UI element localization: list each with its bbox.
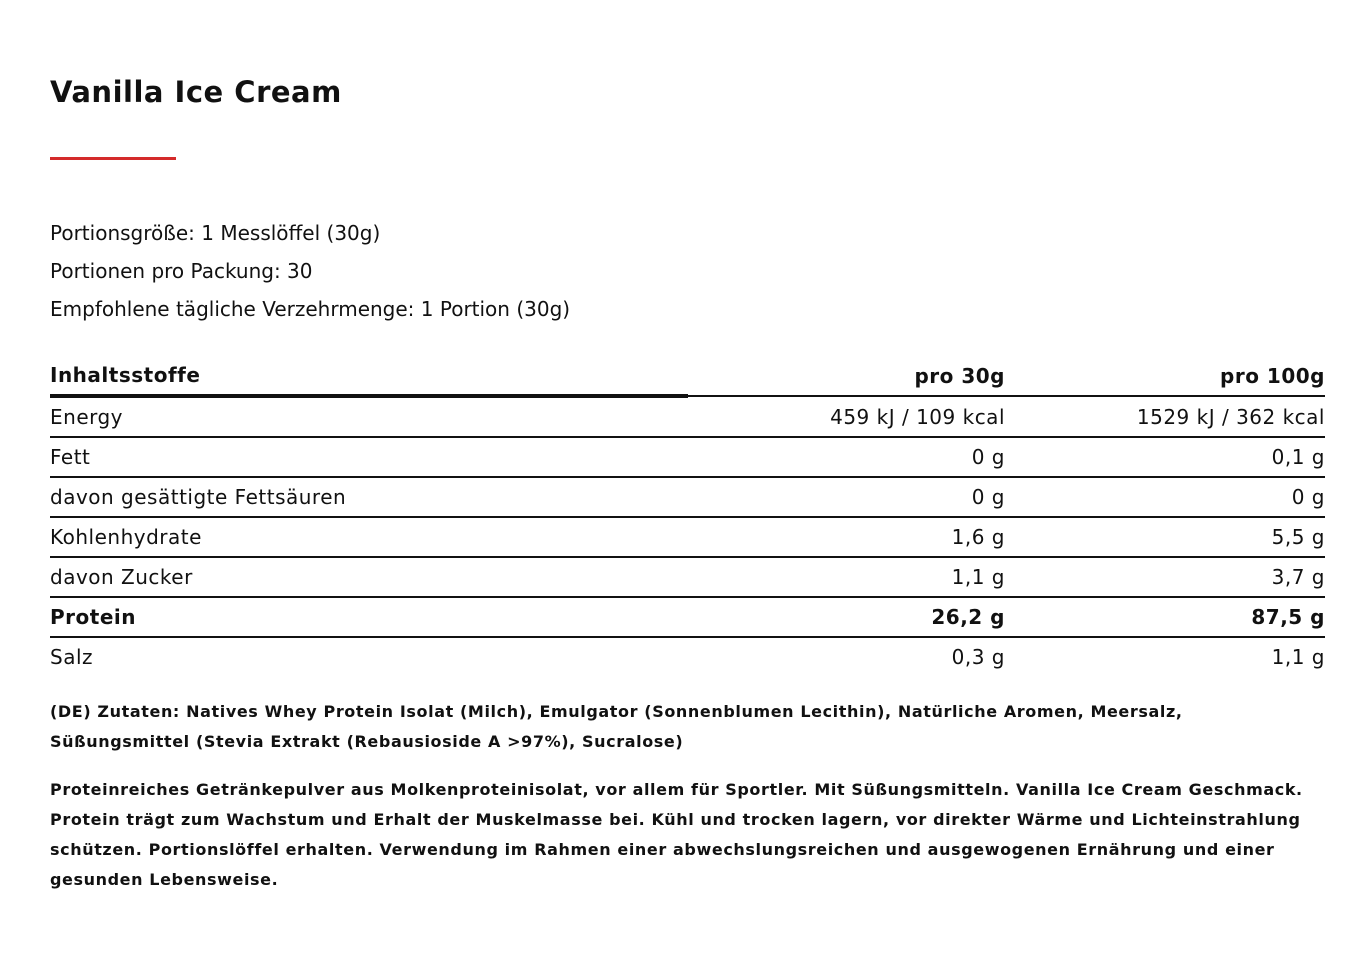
nutrient-name: davon gesättigte Fettsäuren	[50, 477, 688, 517]
value-per-100g: 0 g	[1005, 477, 1325, 517]
nutrient-name: davon Zucker	[50, 557, 688, 597]
nutrition-table	[50, 356, 1325, 676]
table-row	[50, 597, 1325, 637]
table-row	[50, 437, 1325, 477]
value-per-30g: 0 g	[688, 477, 1005, 517]
header-per-30g: pro 30g	[688, 356, 1005, 396]
nutrient-name: Salz	[50, 645, 94, 669]
nutrient-name: Energy	[50, 396, 688, 437]
recommended-intake: Empfohlene tägliche Verzehrmenge: 1 Portion (30g)	[50, 297, 571, 321]
product-title: Vanilla Ice Cream	[50, 75, 342, 109]
servings-per-pack: Portionen pro Packung: 30	[50, 259, 313, 283]
table-row	[50, 396, 1325, 437]
value-per-30g: 0 g	[688, 437, 1005, 477]
value-per-100g: 3,7 g	[1005, 557, 1325, 597]
ingredients-text: (DE) Zutaten: Natives Whey Protein Isolat (Milch), Emulgator (Sonnenblumen Lecithin), Natürliche Aromen, Meersalz, Süßungsmittel (Stevia Extrakt (Rebausioside A >97%), Sucralose)	[50, 702, 1183, 751]
value-per-30g: 459 kJ / 109 kcal	[688, 396, 1005, 437]
value-per-100g: 1529 kJ / 362 kcal	[1005, 396, 1325, 437]
product-description: Proteinreiches Getränkepulver aus Molkenproteinisolat, vor allem für Sportler. Mit Süßungsmitteln. Vanilla Ice Cream Geschmack. Protein trägt zum Wachstum und Erhalt der Muskelmasse bei. Kühl und trocken lagern, vor direkter Wärme und Lichteinstrahlung schützen. Portionslöffel erhalten. Verwendung im Rahmen einer abwechslungsreichen und ausgewogenen Ernährung und einer gesunden Lebensweise.	[50, 780, 1303, 889]
header-per-100g: pro 100g	[1005, 356, 1325, 396]
value-per-30g: 1,6 g	[688, 517, 1005, 557]
value-per-30g: 0,3 g	[951, 645, 1005, 669]
header-ingredients: Inhaltsstoffe	[50, 356, 688, 396]
table-row	[50, 517, 1325, 557]
value-per-100g: 5,5 g	[1005, 517, 1325, 557]
serving-info	[50, 214, 570, 328]
nutrient-name: Fett	[50, 437, 688, 477]
table-row	[50, 637, 1325, 676]
title-accent-line	[50, 157, 176, 160]
value-per-100g: 1,1 g	[1271, 645, 1325, 669]
value-per-100g: 87,5 g	[1005, 597, 1325, 637]
table-row	[50, 557, 1325, 597]
nutrient-name: Kohlenhydrate	[50, 517, 688, 557]
nutrient-name: Protein	[50, 597, 688, 637]
value-per-100g: 0,1 g	[1005, 437, 1325, 477]
nutrition-header-row	[50, 356, 1325, 396]
table-row	[50, 477, 1325, 517]
value-per-30g: 26,2 g	[688, 597, 1005, 637]
serving-size: Portionsgröße: 1 Messlöffel (30g)	[50, 221, 381, 245]
value-per-30g: 1,1 g	[688, 557, 1005, 597]
